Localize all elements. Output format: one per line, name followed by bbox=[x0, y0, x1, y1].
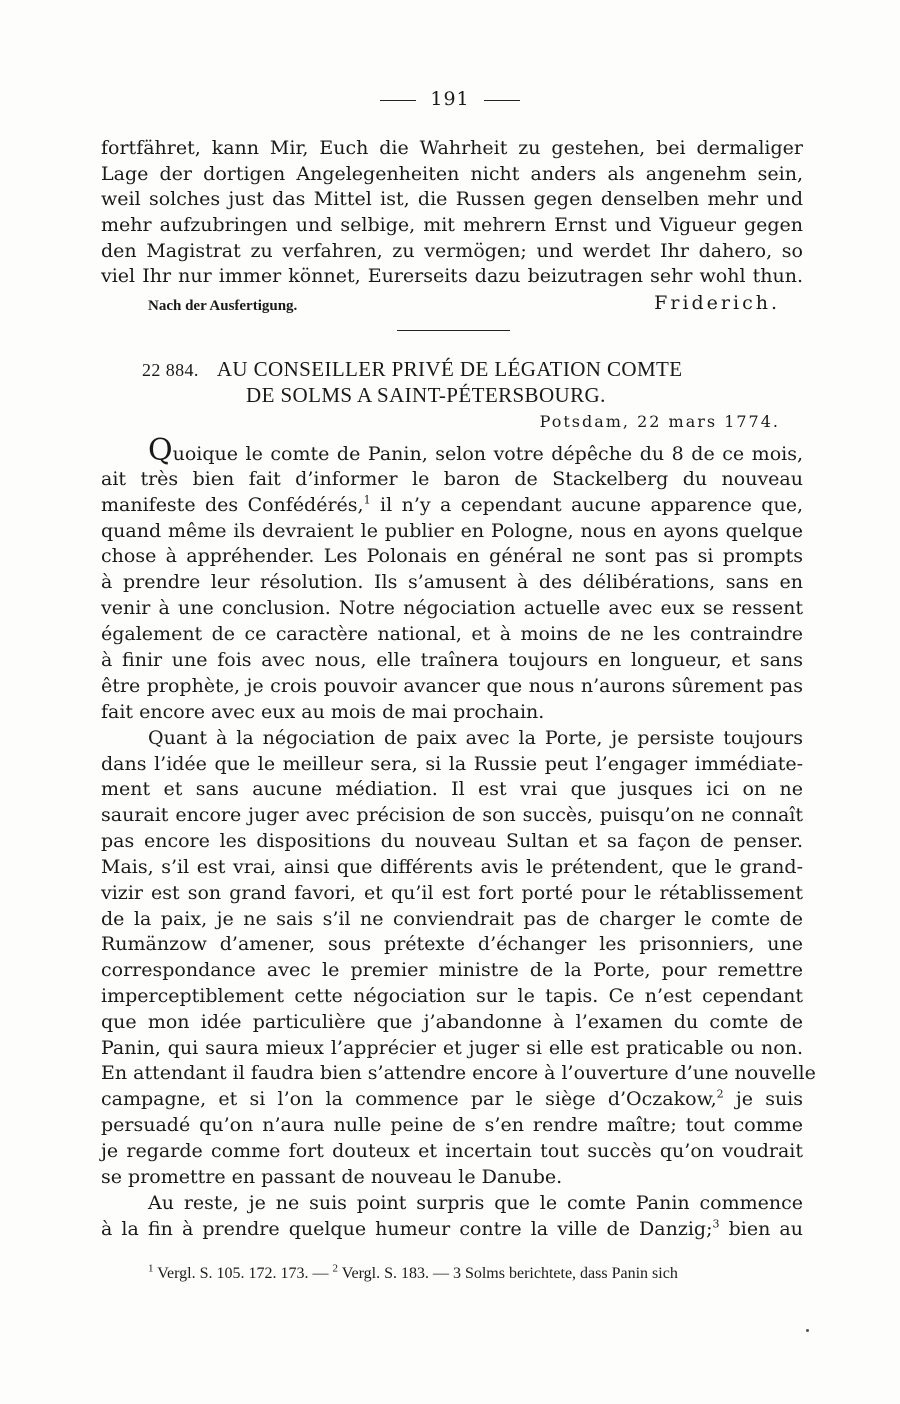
document-number: 22 884. bbox=[142, 360, 199, 380]
text-line: mehr aufzubringen und selbige, mit mehrern Ernst und Vigueur gegen bbox=[101, 214, 803, 236]
text-line: également de ce caractère national, et à moins de ne les contraindre bbox=[101, 623, 803, 645]
text-line: que mon idée particulière que j’abandonne à l’examen du comte de bbox=[101, 1011, 803, 1033]
text-line: Quoique le comte de Panin, selon votre dépêche du 8 de ce mois, bbox=[148, 433, 803, 468]
footnote-mark: 2 bbox=[332, 1262, 338, 1275]
page-header bbox=[0, 88, 900, 110]
text-line: Mais, s’il est vrai, ainsi que différents avis le prétendent, que le grand- bbox=[101, 856, 803, 878]
page-number: 191 bbox=[430, 88, 470, 110]
header-rule-right bbox=[484, 100, 520, 101]
text-line: viel Ihr nur immer könnet, Eurerseits dazu beizutragen sehr wohl thun. bbox=[101, 265, 803, 287]
text-line: ait très bien fait d’informer le baron de Stackelberg du nouveau bbox=[101, 468, 803, 490]
drop-cap: Q bbox=[148, 433, 173, 468]
text-line: correspondance avec le premier ministre de la Porte, pour remettre bbox=[101, 959, 803, 981]
header-rule-left bbox=[380, 100, 416, 101]
text-line: à la fin à prendre quelque humeur contre la ville de Danzig;$^3$ bien au bbox=[101, 1217, 803, 1240]
text-line: dans l’idée que le meilleur sera, si la Russie peut l’engager immédiate- bbox=[101, 753, 803, 775]
heading-line-2: DE SOLMS A SAINT-PÉTERSBOURG. bbox=[246, 383, 606, 407]
signature: Friderich. bbox=[654, 292, 780, 314]
text-line: weil solches just das Mittel ist, die Russen gegen denselben mehr und bbox=[101, 188, 803, 210]
text-line: Au reste, je ne suis point surpris que le comte Panin commence bbox=[148, 1192, 803, 1214]
text-line: être prophète, je crois pouvoir avancer que nous n’aurons sûrement pas bbox=[101, 675, 803, 697]
text-line: à prendre leur résolution. Ils s’amusent à des délibérations, sans en bbox=[101, 571, 803, 593]
text-line: je regarde comme fort douteux et incertain tout succès qu’on voudrait bbox=[101, 1140, 803, 1162]
footnote-text: Vergl. S. 183. — 3 Solms berichtete, dass Panin sich bbox=[337, 1265, 678, 1282]
text-line: vizir est son grand favori, et qu’il est fort porté pour le rétablissement bbox=[101, 882, 803, 904]
heading-line-1: AU CONSEILLER PRIVÉ DE LÉGATION COMTE bbox=[216, 357, 683, 381]
text-line: saurait encore juger avec précision de son succès, puisqu’on ne connaît bbox=[101, 804, 803, 826]
text-line: fait encore avec eux au mois de mai prochain. bbox=[101, 701, 545, 723]
text-line: campagne, et si l’on la commence par le siège d’Oczakow,$^2$ je suis bbox=[101, 1087, 804, 1110]
text-line: chose à appréhender. Les Polonais en général ne sont pas si prompts bbox=[101, 545, 803, 567]
text-line: ment et sans aucune médiation. Il est vrai que jusques ici on ne bbox=[101, 778, 803, 800]
footnote-mark: 1 bbox=[148, 1262, 154, 1275]
text-line: Rumänzow d’amener, sous prétexte d’échanger les prisonniers, une bbox=[101, 933, 803, 955]
text-line: fortfähret, kann Mir, Euch die Wahrheit zu gestehen, bei dermaliger bbox=[101, 137, 803, 159]
text-line: se promettre en passant de nouveau le Danube. bbox=[101, 1166, 563, 1188]
text-line: de la paix, je ne sais s’il ne conviendrait pas de charger le comte de bbox=[101, 908, 803, 930]
text-line: quand même ils devraient le publier en Pologne, nous en ayons quelque bbox=[101, 520, 803, 542]
footnote-ref: 1 bbox=[363, 493, 371, 507]
footnote-ref: 3 bbox=[712, 1217, 720, 1231]
section-heading bbox=[142, 357, 782, 382]
footnote-ref: 2 bbox=[716, 1087, 724, 1101]
text-line: den Magistrat zu verfahren, zu vermögen; und werdet Ihr dahero, so bbox=[101, 240, 803, 262]
text-line: venir à une conclusion. Notre négociation actuelle avec eux se ressent bbox=[101, 597, 803, 619]
text-line: imperceptiblement cette négociation sur le tapis. Ce n’est cependant bbox=[101, 985, 803, 1007]
footnote-text: Vergl. S. 105. 172. 173. — bbox=[153, 1265, 333, 1282]
source-note: Nach der Ausfertigung. bbox=[148, 298, 298, 314]
text-line: persuadé qu’on n’aura nulle peine de s’en rendre maître; tout comme bbox=[101, 1114, 803, 1136]
text-line: manifeste des Confédérés,$^1$ il n’y a cependant aucune apparence que, bbox=[101, 493, 803, 516]
text-line: à finir une fois avec nous, elle traînera toujours en longueur, et sans bbox=[101, 649, 803, 671]
text-line: Panin, qui saura mieux l’apprécier et juger si elle est praticable ou non. bbox=[101, 1037, 803, 1059]
dateline: Potsdam, 22 mars 1774. bbox=[539, 412, 780, 431]
text-line: Lage der dortigen Angelegenheiten nicht anders als angenehm sein, bbox=[101, 163, 803, 185]
text-line: pas encore les dispositions du nouveau Sultan et sa façon de penser. bbox=[101, 830, 803, 852]
text-line: Quant à la négociation de paix avec la Porte, je persiste toujours bbox=[148, 727, 803, 749]
print-speck bbox=[806, 1329, 809, 1332]
text-line: En attendant il faudra bien s’attendre encore à l’ouverture d’une nouvelle bbox=[101, 1062, 816, 1084]
section-divider bbox=[397, 330, 510, 331]
footnotes bbox=[148, 1262, 803, 1283]
